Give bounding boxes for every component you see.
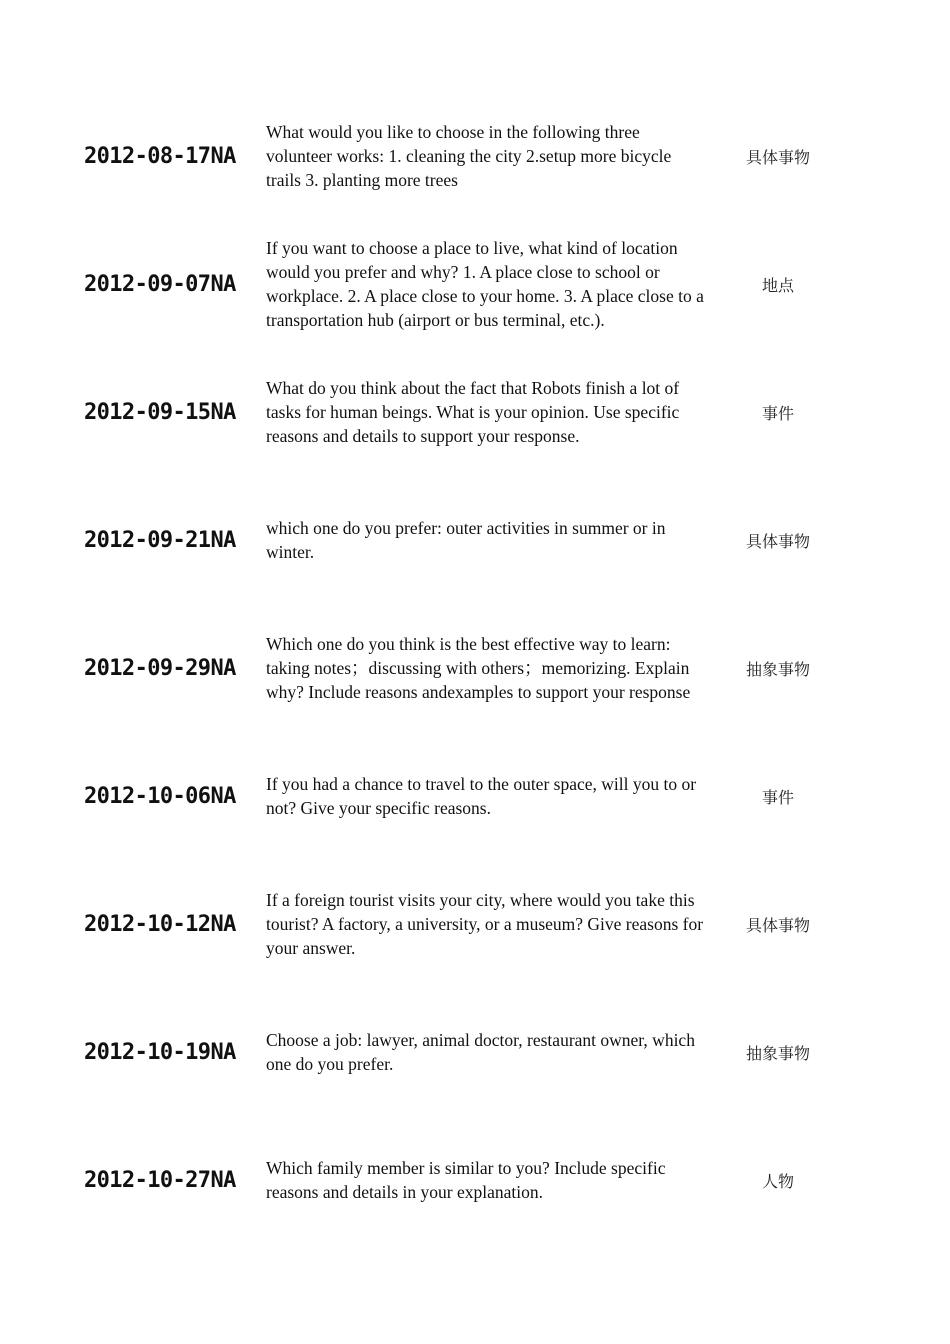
row-date: 2012-10-06NA — [84, 783, 236, 809]
row-date: 2012-10-12NA — [84, 911, 236, 937]
row-question: If you had a chance to travel to the outer space, will you to or not? Give your specific reasons. — [266, 774, 697, 818]
table-row — [72, 348, 852, 476]
table-row — [72, 988, 852, 1116]
row-question: Which one do you think is the best effective way to learn: taking notes；discussing with others；memorizing. Explain why? Include reasons andexamples to support your response — [266, 634, 691, 702]
row-date: 2012-09-21NA — [84, 527, 236, 553]
table-row — [72, 604, 852, 732]
table-row — [72, 92, 852, 220]
row-question: What would you like to choose in the following three volunteer works: 1. cleaning the city 2.setup more bicycle trails 3. planting more trees — [266, 122, 672, 190]
row-question: What do you think about the fact that Robots finish a lot of tasks for human beings. What is your opinion. Use specific reasons and details to support your response. — [266, 378, 680, 446]
row-question: Choose a job: lawyer, animal doctor, restaurant owner, which one do you prefer. — [266, 1030, 695, 1074]
row-date: 2012-09-29NA — [84, 655, 236, 681]
table-row — [72, 476, 852, 604]
row-category: 地点 — [761, 275, 794, 295]
table-row — [72, 860, 852, 988]
row-category: 具体事物 — [745, 531, 810, 551]
table-row — [72, 1116, 852, 1244]
table-row — [72, 220, 852, 348]
question-table — [72, 92, 852, 1244]
row-date: 2012-09-15NA — [84, 399, 236, 425]
row-date: 2012-08-17NA — [84, 143, 236, 169]
row-category: 抽象事物 — [745, 659, 810, 679]
row-category: 事件 — [761, 403, 794, 423]
row-category: 具体事物 — [745, 915, 810, 935]
row-date: 2012-10-19NA — [84, 1039, 236, 1065]
row-category: 人物 — [761, 1171, 794, 1191]
row-category: 事件 — [761, 787, 794, 807]
row-category: 具体事物 — [745, 147, 810, 167]
row-question: Which family member is similar to you? Include specific reasons and details in your explanation. — [266, 1158, 666, 1202]
table-row — [72, 732, 852, 860]
row-question: which one do you prefer: outer activities in summer or in winter. — [266, 518, 666, 562]
row-date: 2012-09-07NA — [84, 271, 236, 297]
row-question: If a foreign tourist visits your city, where would you take this tourist? A factory, a university, or a museum? Give reasons for your answer. — [266, 890, 704, 958]
row-question: If you want to choose a place to live, what kind of location would you prefer and why? 1. A place close to school or workplace. 2. A place close to your home. 3. A place close to a transportation hub (airport or bus terminal, etc.). — [266, 238, 704, 330]
row-category: 抽象事物 — [745, 1043, 810, 1063]
row-date: 2012-10-27NA — [84, 1167, 236, 1193]
